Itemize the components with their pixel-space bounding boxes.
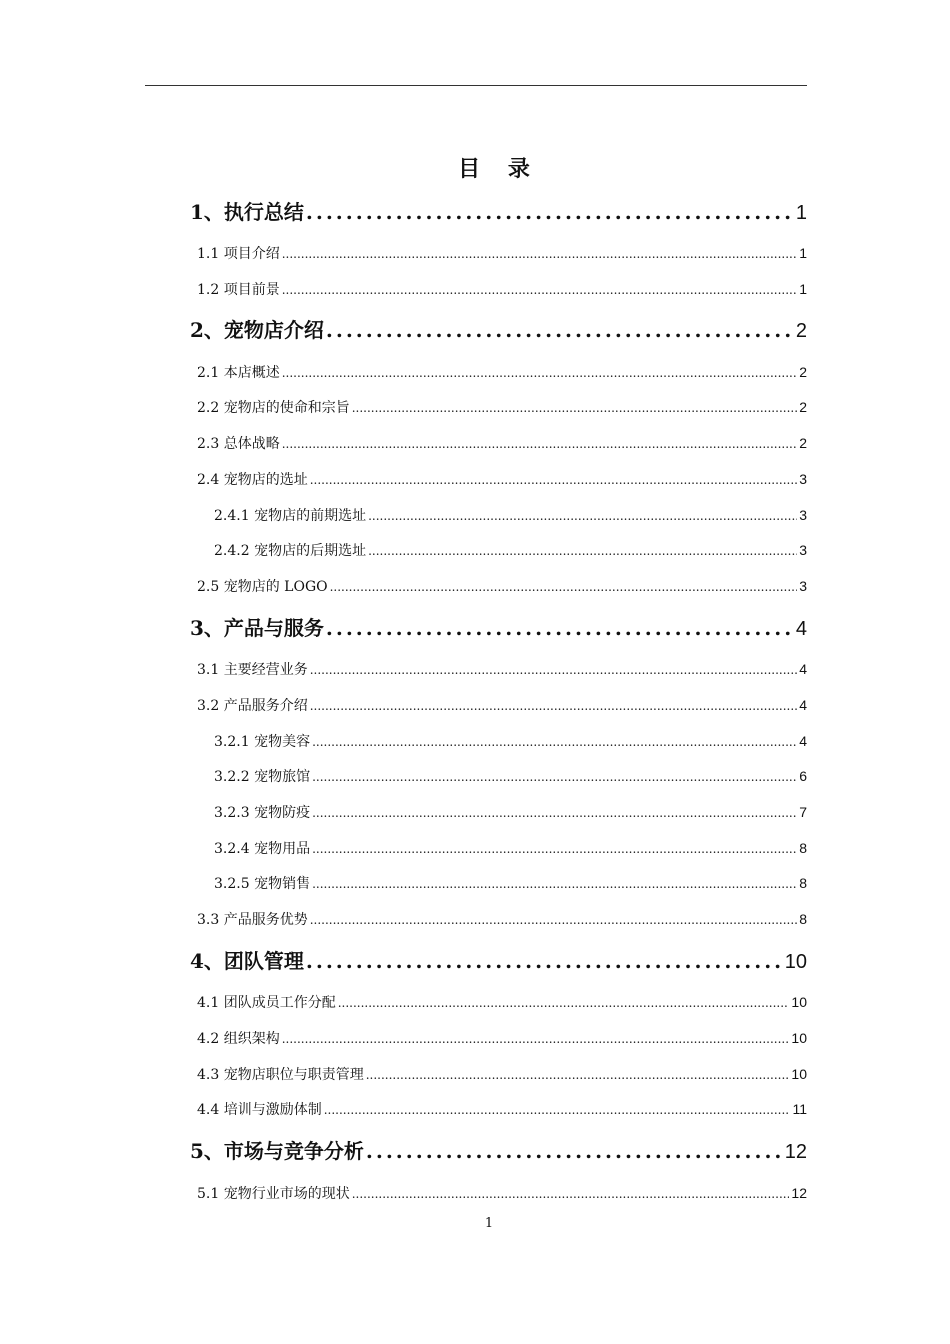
toc-page-number: 10	[784, 951, 807, 973]
toc-leader	[368, 544, 797, 558]
toc-page-number: 11	[792, 1101, 807, 1117]
toc-entry-text: 2.5 宠物店的 LOGO	[197, 579, 328, 595]
toc-page-number: 2	[795, 320, 807, 342]
toc-leader	[352, 401, 797, 415]
toc-leader	[282, 247, 797, 261]
toc-page-number: 4	[799, 697, 807, 713]
toc-entry-text: 4.2 组织架构	[197, 1031, 280, 1047]
toc-entry-3[interactable]	[190, 612, 807, 641]
toc-entry-text: 3.2.2 宠物旅馆	[214, 769, 311, 785]
toc-page-number: 12	[791, 1185, 807, 1201]
toc-leader	[282, 366, 797, 380]
toc-leader	[366, 1068, 790, 1082]
toc-entry-3-2-4[interactable]	[214, 838, 807, 858]
toc-entry-text: 3.2.5 宠物销售	[214, 876, 311, 892]
toc-leader	[338, 996, 790, 1010]
toc-leader	[312, 735, 797, 749]
toc-entry-4[interactable]	[190, 945, 807, 974]
toc-page-number: 7	[799, 804, 807, 820]
toc-page-number: 3	[799, 578, 807, 594]
toc-leader	[306, 200, 794, 224]
toc-entry-3-2[interactable]	[197, 695, 807, 715]
toc-entry-2-5[interactable]	[197, 576, 807, 596]
toc-page-number: 3	[799, 507, 807, 523]
toc-page-number: 1	[795, 202, 807, 224]
toc-entry-text: 1、执行总结	[190, 200, 304, 224]
toc-leader	[282, 1032, 790, 1046]
toc-entry-2-2[interactable]	[197, 397, 807, 417]
toc-entry-2-1[interactable]	[197, 362, 807, 382]
toc-title: 目 录	[458, 156, 540, 182]
toc-page-number: 10	[791, 1066, 807, 1082]
toc-entry-text: 2.2 宠物店的使命和宗旨	[197, 400, 350, 416]
toc-entry-text: 2.4 宠物店的选址	[197, 472, 308, 488]
toc-leader	[312, 806, 797, 820]
toc-entry-2-3[interactable]	[197, 433, 807, 453]
toc-page-number: 3	[799, 471, 807, 487]
toc-leader	[312, 877, 797, 891]
toc-leader	[326, 616, 794, 640]
toc-entry-2-4-1[interactable]	[214, 505, 807, 525]
toc-entry-2-4-2[interactable]	[214, 540, 807, 560]
toc-page-number: 2	[799, 364, 807, 380]
toc-page-number: 4	[795, 618, 807, 640]
toc-entry-2[interactable]	[190, 314, 807, 343]
toc-entry-text: 3、产品与服务	[190, 616, 324, 640]
toc-entry-3-2-2[interactable]	[214, 766, 807, 786]
toc-entry-4-4[interactable]	[197, 1099, 807, 1119]
toc-leader	[310, 473, 797, 487]
toc-leader	[366, 1139, 783, 1163]
toc-leader	[312, 842, 797, 856]
toc-entry-text: 3.1 主要经营业务	[197, 662, 308, 678]
toc-leader	[310, 663, 797, 677]
toc-entry-text: 2、宠物店介绍	[190, 318, 324, 342]
toc-entry-1[interactable]	[190, 196, 807, 225]
toc-page-number: 4	[799, 661, 807, 677]
toc-entry-text: 2.1 本店概述	[197, 365, 280, 381]
toc-entry-5[interactable]	[190, 1135, 807, 1164]
toc-page-number: 10	[791, 994, 807, 1010]
toc-entry-2-4[interactable]	[197, 469, 807, 489]
toc-leader	[282, 283, 797, 297]
toc-entry-4-1[interactable]	[197, 992, 807, 1012]
toc-entry-4-2[interactable]	[197, 1028, 807, 1048]
toc-entry-text: 3.2 产品服务介绍	[197, 698, 308, 714]
toc-entry-text: 1.2 项目前景	[197, 282, 280, 298]
toc-entry-text: 3.2.3 宠物防疫	[214, 805, 311, 821]
toc-entry-1-2[interactable]	[197, 279, 807, 299]
toc-page-number: 8	[799, 875, 807, 891]
toc-leader	[324, 1103, 791, 1117]
toc-page-number: 1	[799, 281, 807, 297]
toc-page-number: 10	[791, 1030, 807, 1046]
toc-entry-text: 3.3 产品服务优势	[197, 912, 308, 928]
toc-entry-text: 3.2.4 宠物用品	[214, 841, 311, 857]
toc-page-number: 2	[799, 399, 807, 415]
toc-leader	[310, 699, 797, 713]
toc-page-number: 2	[799, 435, 807, 451]
toc-entry-5-1[interactable]	[197, 1183, 807, 1203]
header-rule	[145, 85, 807, 86]
toc-entry-3-2-1[interactable]	[214, 731, 807, 751]
toc-entry-text: 2.3 总体战略	[197, 436, 280, 452]
toc-entry-text: 2.4.1 宠物店的前期选址	[214, 508, 367, 524]
toc-page-number: 1	[799, 245, 807, 261]
toc-entry-1-1[interactable]	[197, 243, 807, 263]
toc-page-number: 12	[784, 1141, 807, 1163]
toc-entry-3-1[interactable]	[197, 659, 807, 679]
toc-entry-text: 4.1 团队成员工作分配	[197, 995, 336, 1011]
toc-leader	[282, 437, 797, 451]
toc-leader	[330, 580, 798, 594]
toc-entry-text: 1.1 项目介绍	[197, 246, 280, 262]
toc-entry-text: 5.1 宠物行业市场的现状	[197, 1186, 350, 1202]
toc-entry-3-2-3[interactable]	[214, 802, 807, 822]
toc-entry-text: 4.4 培训与激励体制	[197, 1102, 322, 1118]
toc-page-number: 6	[799, 768, 807, 784]
toc-leader	[368, 509, 797, 523]
toc-leader	[310, 913, 797, 927]
toc-entry-text: 3.2.1 宠物美容	[214, 734, 311, 750]
toc-entry-3-3[interactable]	[197, 909, 807, 929]
toc-page-number: 8	[799, 840, 807, 856]
toc-page-number: 8	[799, 911, 807, 927]
toc-page-number: 3	[799, 542, 807, 558]
toc-leader	[326, 318, 794, 342]
toc-entry-text: 4.3 宠物店职位与职责管理	[197, 1067, 364, 1083]
toc-leader	[352, 1187, 790, 1201]
toc-leader	[312, 770, 797, 784]
toc-entry-4-3[interactable]	[197, 1064, 807, 1084]
toc-entry-text: 2.4.2 宠物店的后期选址	[214, 543, 367, 559]
toc-entry-text: 5、市场与竞争分析	[190, 1139, 364, 1163]
toc-entry-text: 4、团队管理	[190, 949, 304, 973]
toc-page-number: 4	[799, 733, 807, 749]
toc-leader	[306, 949, 783, 973]
toc-entry-3-2-5[interactable]	[214, 873, 807, 893]
page-number-footer: 1	[484, 1216, 494, 1231]
